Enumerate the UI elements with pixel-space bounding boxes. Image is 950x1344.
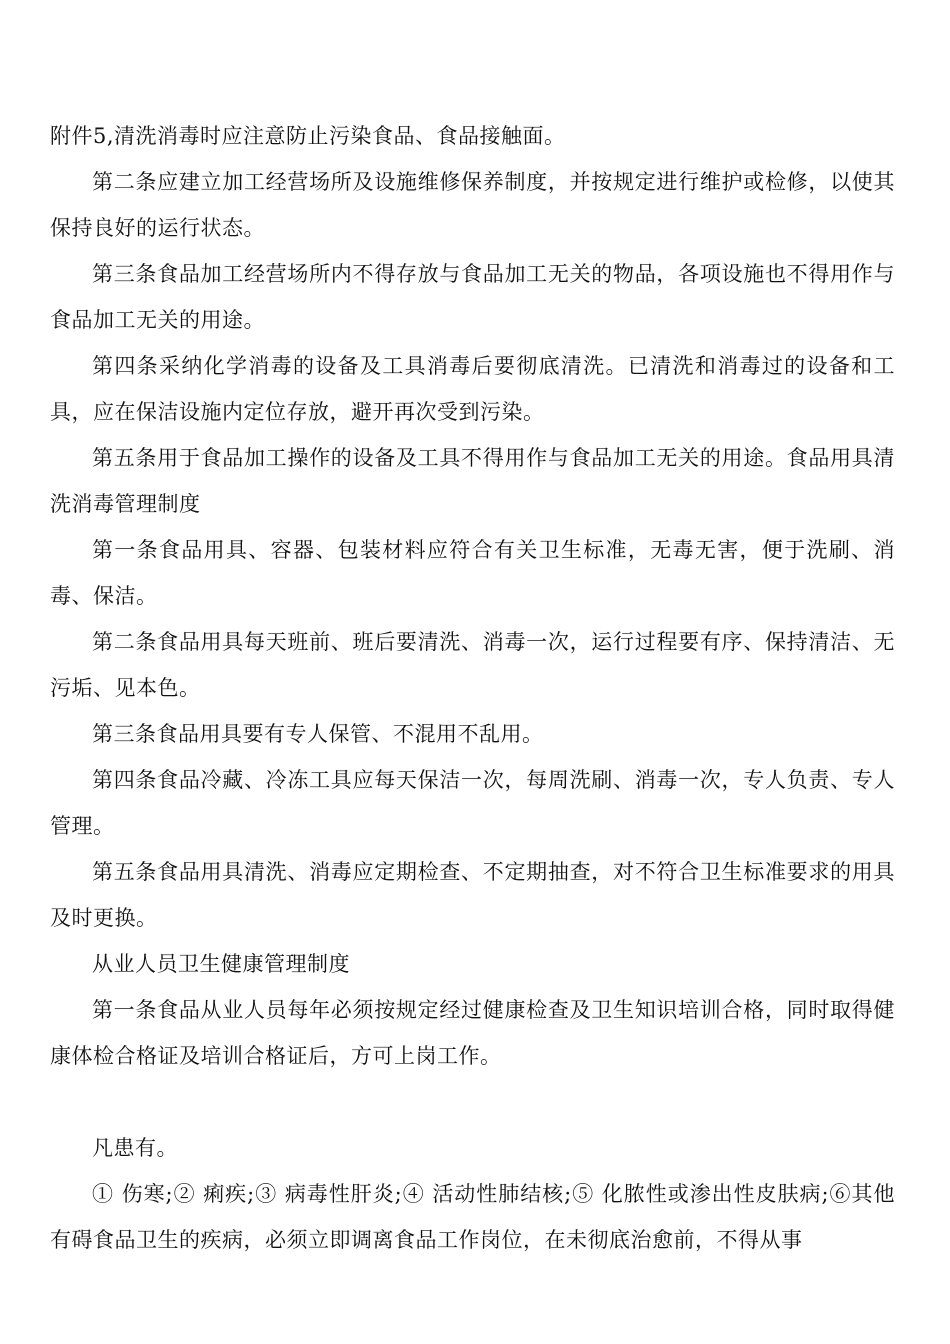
document-body xyxy=(50,113,895,1263)
paragraph-staff-article-1: 第一条食品从业人员每年必须按规定经过健康检查及卫生知识培训合格，同时取得健康体检合格证及培训合格证后，方可上岗工作。 xyxy=(50,998,895,1068)
paragraph-utensils-article-5: 第五条食品用具清洗、消毒应定期检查、不定期抽查，对不符合卫生标准要求的用具及时更换。 xyxy=(50,860,895,930)
paragraph-utensils-article-4: 第四条食品冷藏、冷冻工具应每天保洁一次，每周洗刷、消毒一次，专人负责、专人管理。 xyxy=(50,768,895,838)
paragraph-utensils-article-3: 第三条食品用具要有专人保管、不混用不乱用。 xyxy=(92,722,544,746)
paragraph-disease-list: ① 伤寒;② 痢疾;③ 病毒性肝炎;④ 活动性肺结核;⑤ 化脓性或渗出性皮肤病;⑥其他有碍食品卫生的疾病，必须立即调离食品工作岗位，在未彻底治愈前，不得从事 xyxy=(50,1182,895,1252)
paragraph-utensils-article-2: 第二条食品用具每天班前、班后要清洗、消毒一次，运行过程要有序、保持清洁、无污垢、见本色。 xyxy=(50,630,895,700)
paragraph-attachment-5: 附件5,清洗消毒时应注意防止污染食品、食品接触面。 xyxy=(50,124,566,148)
paragraph-utensils-article-1: 第一条食品用具、容器、包装材料应符合有关卫生标准，无毒无害，便于洗刷、消毒、保洁。 xyxy=(50,538,895,608)
paragraph-article-2-maintenance: 第二条应建立加工经营场所及设施维修保养制度，并按规定进行维护或检修，以使其保持良好的运行状态。 xyxy=(50,170,895,240)
paragraph-article-3-storage: 第三条食品加工经营场所内不得存放与食品加工无关的物品，各项设施也不得用作与食品加工无关的用途。 xyxy=(50,262,895,332)
paragraph-article-5-equipment-use: 第五条用于食品加工操作的设备及工具不得用作与食品加工无关的用途。食品用具清洗消毒管理制度 xyxy=(50,446,895,516)
paragraph-article-4-chemical-disinfection: 第四条采纳化学消毒的设备及工具消毒后要彻底清洗。已清洗和消毒过的设备和工具，应在保洁设施内定位存放，避开再次受到污染。 xyxy=(50,354,895,424)
section-heading-staff-health: 从业人员卫生健康管理制度 xyxy=(92,952,350,976)
paragraph-disease-intro: 凡患有。 xyxy=(92,1136,178,1160)
